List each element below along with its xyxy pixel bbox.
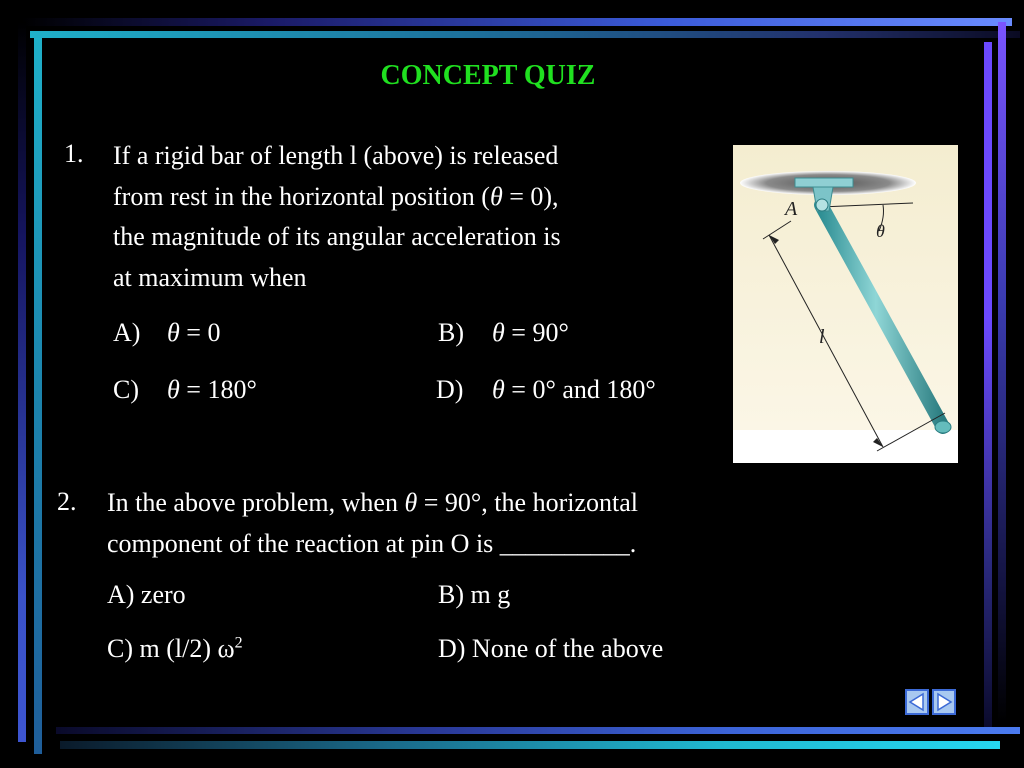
q1-number: 1. — [64, 139, 84, 168]
q2-line-2: component of the reaction at pin O is __________. — [107, 528, 637, 558]
frame-bar-top — [22, 18, 1012, 26]
rigid-bar-figure — [733, 145, 958, 463]
q1-line-4: at maximum when — [113, 262, 307, 292]
frame-bar-right — [998, 22, 1006, 722]
frame-bar-left — [18, 22, 26, 742]
q2-option-a: A) zero — [107, 580, 186, 609]
q1-option-b: B) θ = 90° — [438, 318, 569, 347]
label-a: A — [785, 198, 798, 220]
pin-bracket-plate — [795, 178, 853, 187]
frame-bar-bottom-inner — [56, 727, 1020, 734]
q1-option-a: A) θ = 0 — [113, 318, 221, 347]
q1-line-2: from rest in the horizontal position (θ = 0), — [113, 181, 559, 211]
pendulum-bar-diagram — [733, 145, 958, 463]
previous-slide-button[interactable] — [905, 689, 929, 715]
q2-line-1: In the above problem, when θ = 90°, the horizontal — [107, 488, 638, 517]
q2-text — [107, 483, 638, 564]
label-length: l — [819, 326, 825, 348]
q1-line-1: If a rigid bar of length l (above) is released — [113, 141, 559, 170]
q1-option-d: D) θ = 0° and 180° — [436, 375, 656, 404]
dimension-arrow-bottom — [873, 438, 883, 447]
triangle-left-icon — [907, 691, 927, 713]
pin-o — [816, 199, 828, 211]
triangle-right-icon — [934, 691, 954, 713]
q1-text — [113, 136, 561, 298]
label-theta: θ — [876, 221, 885, 241]
slide-title: CONCEPT QUIZ — [380, 60, 596, 91]
frame-bar-top-inner — [30, 31, 1020, 38]
frame-bar-left-inner — [34, 38, 42, 754]
bar-end — [935, 421, 951, 433]
q2-option-b: B) m g — [438, 580, 511, 609]
q1-line-3: the magnitude of its angular acceleration is — [113, 222, 561, 251]
frame-bar-bottom — [60, 741, 1000, 749]
q2-option-d: D) None of the above — [438, 634, 664, 663]
q2-number: 2. — [57, 487, 77, 516]
q1-option-c: C) θ = 180° — [113, 375, 257, 404]
q2-option-c: C) m (l/2) $\omega^2$ — [107, 634, 243, 663]
next-slide-button[interactable] — [932, 689, 956, 715]
frame-bar-right-inner — [984, 42, 992, 732]
